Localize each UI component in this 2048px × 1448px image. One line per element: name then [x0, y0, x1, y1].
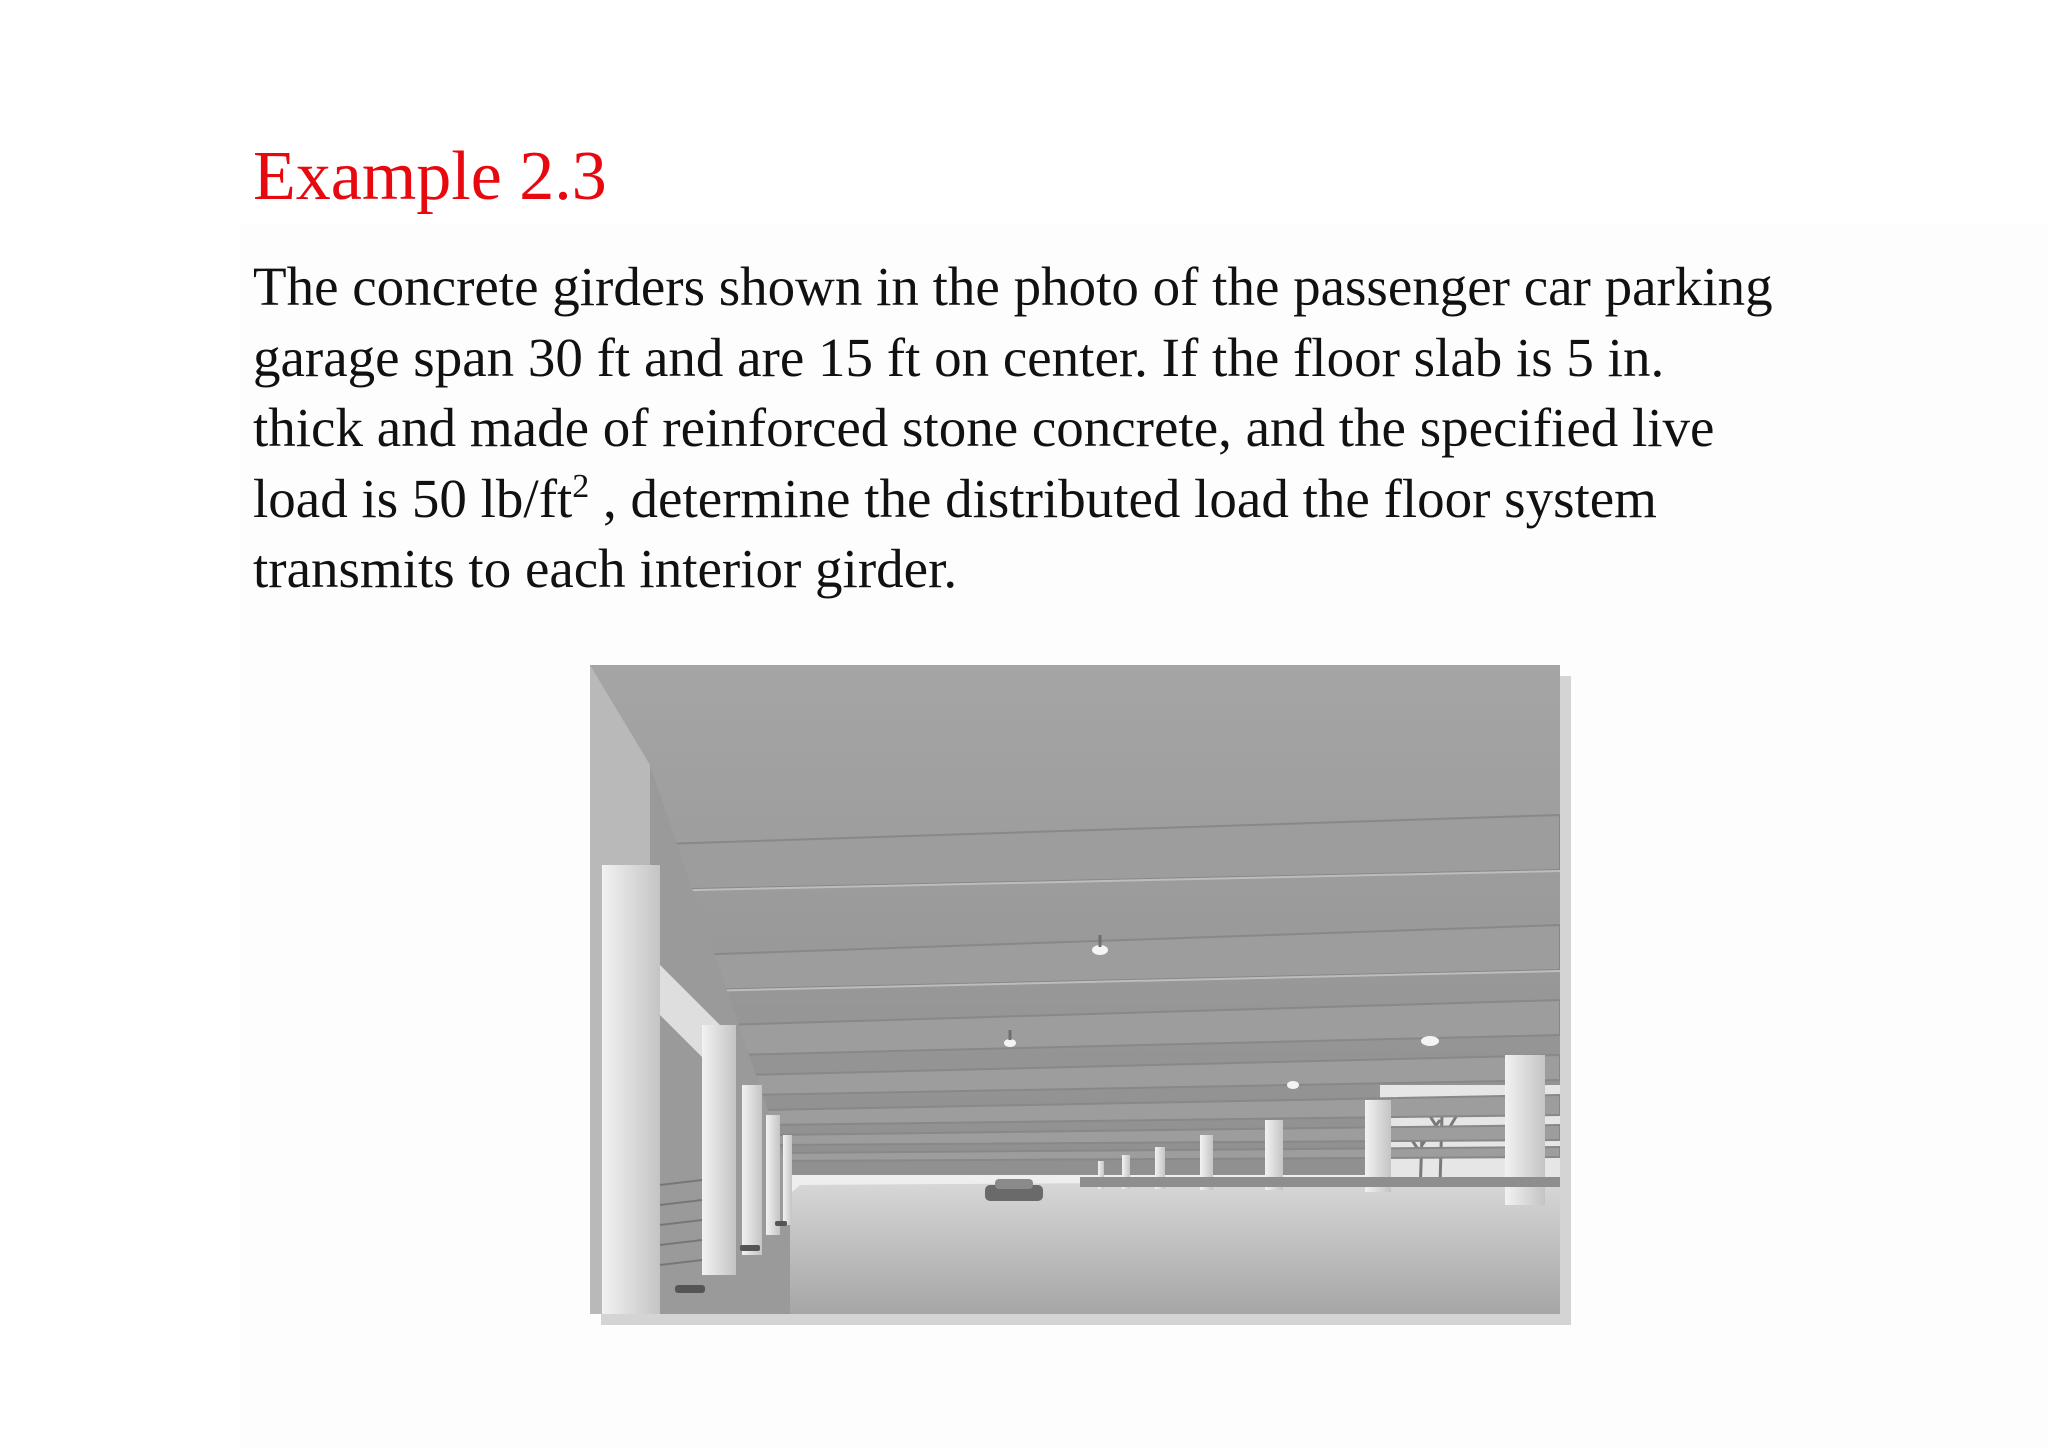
- problem-line-1: The concrete girders shown in the photo of the passenger car parking: [253, 256, 1773, 317]
- problem-line-2: garage span 30 ft and are 15 ft on center. If the floor slab is 5 in.: [253, 326, 1665, 388]
- problem-line-4: [253, 464, 1903, 535]
- problem-line-4-rest: , determine the distributed load the floor system: [589, 467, 1657, 529]
- problem-line-5: transmits to each interior girder.: [253, 538, 958, 599]
- problem-statement: [253, 252, 1903, 605]
- example-title: Example 2.3: [253, 138, 607, 215]
- parking-garage-illustration: [590, 665, 1560, 1314]
- parking-garage-photo: [590, 665, 1560, 1314]
- problem-line-4-text: load is 50 lb/ft: [253, 467, 573, 529]
- squared-superscript: 2: [572, 467, 590, 505]
- problem-line-3: thick and made of reinforced stone concrete, and the specified live: [253, 397, 1715, 458]
